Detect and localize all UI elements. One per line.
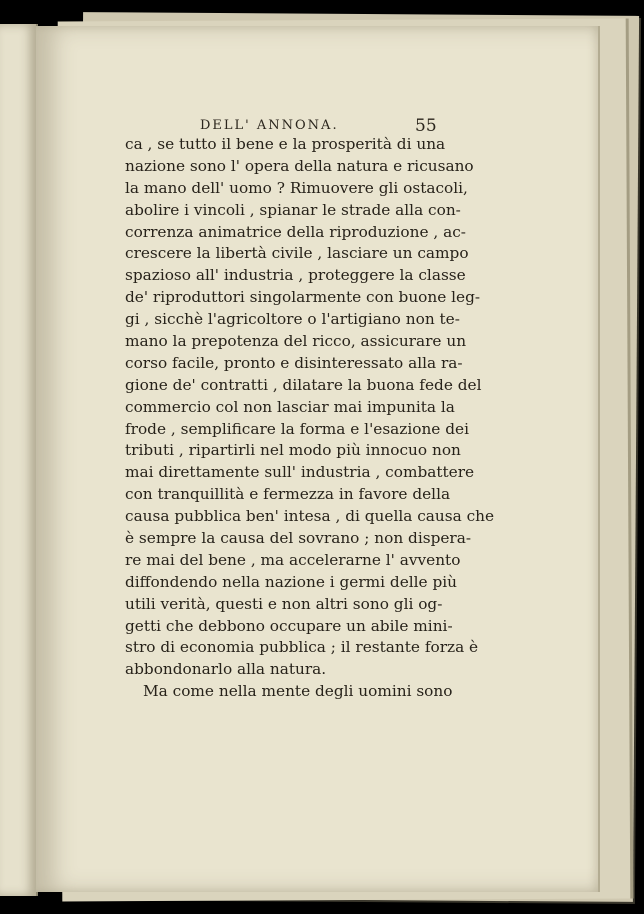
text-line-paragraph-start: Ma come nella mente degli uomini sono	[143, 682, 453, 701]
body-text	[125, 134, 495, 703]
text-line: abolire i vincoli , spianar le strade alla con-	[125, 200, 461, 219]
text-line: commercio col non lasciar mai impunita la	[125, 397, 455, 416]
page-number: 55	[415, 116, 437, 136]
text-line: stro di economia pubblica ; il restante forza è	[125, 638, 479, 657]
text-line: è sempre la causa del sovrano ; non dispera-	[125, 529, 472, 548]
facing-page-edge	[0, 24, 38, 896]
text-line: tributi , ripartirli nel modo più innocuo non	[125, 441, 461, 460]
text-line: frode , semplificare la forma e l'esazione dei	[125, 419, 469, 438]
text-line: corso facile, pronto e disinteressato alla ra-	[125, 353, 463, 372]
text-line: con tranquillità e fermezza in favore della	[125, 485, 451, 504]
text-line: la mano dell' uomo ? Rimuovere gli ostacoli,	[125, 178, 468, 197]
text-line: abbondonarlo alla natura.	[125, 660, 327, 679]
text-line: spazioso all' industria , proteggere la classe	[125, 266, 466, 285]
text-line: ca , se tutto il bene e la prosperità di una	[125, 135, 446, 153]
text-line: de' riproduttori singolarmente con buone leg-	[125, 288, 481, 307]
text-line: gi , sicchè l'agricoltore o l'artigiano non te-	[125, 310, 460, 329]
text-line: causa pubblica ben' intesa , di quella causa che	[125, 507, 495, 526]
text-line: getti che debbono occupare un abile mini-	[125, 616, 453, 635]
text-line: crescere la libertà civile , lasciare un campo	[125, 244, 469, 263]
text-line: mano la prepotenza del ricco, assicurare un	[125, 332, 467, 351]
text-line: correnza animatrice della riproduzione , ac-	[125, 222, 466, 241]
text-line: utili verità, questi e non altri sono gli og-	[125, 594, 443, 613]
text-line: diffondendo nella nazione i germi delle più	[125, 572, 457, 591]
text-line: re mai del bene , ma accelerarne l' avvento	[125, 550, 461, 569]
text-line: mai direttamente sull' industria , combattere	[125, 463, 475, 482]
text-line: gione de' contratti , dilatare la buona fede del	[125, 375, 482, 394]
running-title: DELL' ANNONA.	[200, 118, 339, 133]
text-line: nazione sono l' opera della natura e ricusano	[125, 156, 474, 175]
